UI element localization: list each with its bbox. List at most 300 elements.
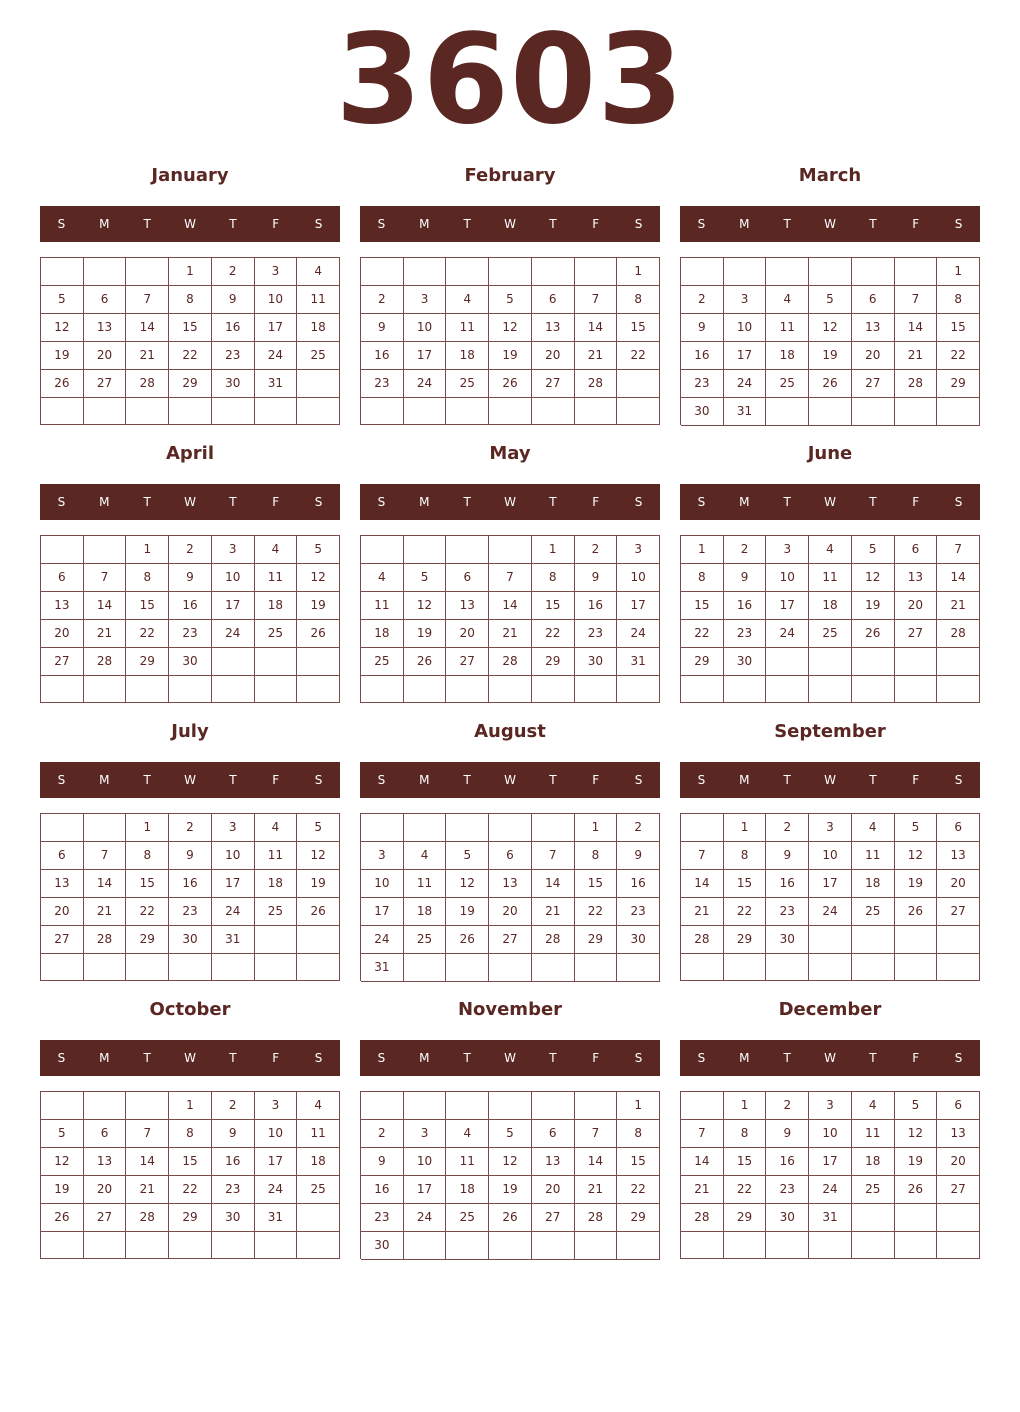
weekday-header — [360, 206, 660, 242]
day-cell: 22 — [937, 342, 980, 370]
day-cell: 18 — [255, 592, 298, 620]
day-cell: 8 — [617, 1120, 660, 1148]
empty-day-cell — [895, 954, 938, 981]
empty-day-cell — [575, 1232, 618, 1260]
day-cell: 13 — [532, 1148, 575, 1176]
day-cell: 13 — [852, 314, 895, 342]
day-cell: 9 — [212, 286, 255, 314]
day-cell: 27 — [852, 370, 895, 398]
weekday-label: W — [184, 217, 196, 231]
day-cell: 15 — [617, 314, 660, 342]
empty-day-cell — [617, 398, 660, 425]
day-cell: 7 — [681, 842, 724, 870]
day-cell: 25 — [852, 898, 895, 926]
day-cell: 26 — [809, 370, 852, 398]
day-cell: 2 — [169, 536, 212, 564]
day-cell: 20 — [489, 898, 532, 926]
day-cell: 14 — [489, 592, 532, 620]
day-cell: 29 — [724, 1204, 767, 1232]
weekday-header — [360, 762, 660, 798]
day-cell: 17 — [766, 592, 809, 620]
day-cell: 7 — [937, 536, 980, 564]
day-cell: 30 — [212, 1204, 255, 1232]
empty-day-cell — [297, 1232, 340, 1259]
empty-day-cell — [297, 1204, 340, 1232]
weekday-label: M — [739, 217, 750, 231]
day-cell: 16 — [766, 1148, 809, 1176]
day-cell: 9 — [766, 842, 809, 870]
day-cell: 28 — [84, 648, 127, 676]
day-cell: 13 — [84, 1148, 127, 1176]
day-cell: 26 — [41, 1204, 84, 1232]
day-cell: 15 — [681, 592, 724, 620]
empty-day-cell — [809, 954, 852, 981]
day-cell: 12 — [41, 1148, 84, 1176]
weekday-label: S — [377, 1051, 386, 1065]
month-name: November — [457, 999, 563, 1020]
empty-day-cell — [297, 676, 340, 703]
empty-day-cell — [361, 814, 404, 842]
day-cell: 14 — [681, 870, 724, 898]
day-cell: 20 — [41, 898, 84, 926]
empty-day-cell — [404, 536, 447, 564]
day-cell: 27 — [532, 1204, 575, 1232]
empty-day-cell — [575, 954, 618, 982]
empty-day-cell — [937, 398, 980, 426]
day-cell: 18 — [446, 342, 489, 370]
weekday-label: S — [314, 1051, 323, 1065]
day-cell: 8 — [126, 564, 169, 592]
weekday-label: M — [739, 773, 750, 787]
empty-day-cell — [446, 536, 489, 564]
days-grid — [680, 813, 980, 981]
day-cell: 9 — [575, 564, 618, 592]
day-cell: 17 — [361, 898, 404, 926]
day-cell: 21 — [84, 898, 127, 926]
day-cell: 8 — [937, 286, 980, 314]
weekday-label: S — [634, 1051, 643, 1065]
day-cell: 28 — [937, 620, 980, 648]
weekday-label: T — [869, 495, 877, 509]
day-cell: 29 — [575, 926, 618, 954]
day-cell: 26 — [489, 1204, 532, 1232]
weekday-label: M — [99, 773, 110, 787]
weekday-label: T — [143, 495, 151, 509]
weekday-label: T — [143, 773, 151, 787]
weekday-label: F — [592, 217, 600, 231]
day-cell: 25 — [809, 620, 852, 648]
day-cell: 15 — [532, 592, 575, 620]
day-cell: 28 — [895, 370, 938, 398]
day-cell: 5 — [895, 814, 938, 842]
day-cell: 8 — [724, 1120, 767, 1148]
empty-day-cell — [681, 258, 724, 286]
day-cell: 1 — [126, 536, 169, 564]
day-cell: 11 — [297, 1120, 340, 1148]
day-cell: 22 — [724, 1176, 767, 1204]
weekday-label: T — [783, 773, 791, 787]
day-cell: 6 — [532, 1120, 575, 1148]
day-cell: 12 — [404, 592, 447, 620]
day-cell: 30 — [724, 648, 767, 676]
empty-day-cell — [41, 536, 84, 564]
empty-day-cell — [404, 954, 447, 982]
day-cell: 12 — [297, 564, 340, 592]
day-cell: 25 — [255, 898, 298, 926]
weekday-header — [680, 484, 980, 520]
day-cell: 16 — [212, 1148, 255, 1176]
empty-day-cell — [895, 648, 938, 676]
empty-day-cell — [212, 676, 255, 703]
day-cell: 23 — [169, 898, 212, 926]
empty-day-cell — [532, 258, 575, 286]
day-cell: 24 — [404, 1204, 447, 1232]
weekday-label: S — [954, 773, 963, 787]
empty-day-cell — [766, 648, 809, 676]
weekday-label: S — [697, 495, 706, 509]
day-cell: 21 — [937, 592, 980, 620]
day-cell: 7 — [126, 1120, 169, 1148]
day-cell: 29 — [126, 926, 169, 954]
day-cell: 9 — [169, 564, 212, 592]
empty-day-cell — [575, 258, 618, 286]
day-cell: 14 — [84, 870, 127, 898]
empty-day-cell — [84, 954, 127, 981]
empty-day-cell — [937, 676, 980, 703]
weekday-label: T — [783, 1051, 791, 1065]
day-cell: 9 — [617, 842, 660, 870]
empty-day-cell — [532, 398, 575, 425]
day-cell: 31 — [255, 370, 298, 398]
day-cell: 30 — [681, 398, 724, 426]
day-cell: 1 — [532, 536, 575, 564]
day-cell: 27 — [895, 620, 938, 648]
day-cell: 5 — [297, 814, 340, 842]
day-cell: 22 — [724, 898, 767, 926]
day-cell: 14 — [575, 314, 618, 342]
empty-day-cell — [446, 1232, 489, 1260]
weekday-label: M — [99, 1051, 110, 1065]
weekday-label: T — [229, 217, 237, 231]
weekday-label: W — [504, 217, 516, 231]
day-cell: 20 — [84, 342, 127, 370]
empty-day-cell — [255, 1232, 298, 1259]
empty-day-cell — [297, 954, 340, 981]
day-cell: 20 — [937, 1148, 980, 1176]
weekday-header — [40, 484, 340, 520]
day-cell: 7 — [126, 286, 169, 314]
empty-day-cell — [852, 398, 895, 426]
day-cell: 31 — [724, 398, 767, 426]
empty-day-cell — [809, 648, 852, 676]
day-cell: 21 — [84, 620, 127, 648]
weekday-label: F — [272, 1051, 280, 1065]
day-cell: 25 — [297, 1176, 340, 1204]
weekday-label: T — [143, 1051, 151, 1065]
weekday-label: W — [504, 495, 516, 509]
day-cell: 13 — [41, 870, 84, 898]
empty-day-cell — [681, 954, 724, 981]
day-cell: 3 — [724, 286, 767, 314]
day-cell: 3 — [404, 1120, 447, 1148]
day-cell: 15 — [169, 314, 212, 342]
day-cell: 13 — [895, 564, 938, 592]
weekday-label: W — [184, 495, 196, 509]
day-cell: 2 — [766, 814, 809, 842]
weekday-label: S — [954, 495, 963, 509]
day-cell: 11 — [297, 286, 340, 314]
empty-day-cell — [809, 926, 852, 954]
days-grid — [360, 1091, 660, 1259]
month-september — [680, 716, 980, 986]
day-cell: 26 — [404, 648, 447, 676]
day-cell: 29 — [169, 370, 212, 398]
month-august — [360, 716, 660, 986]
day-cell: 11 — [404, 870, 447, 898]
day-cell: 5 — [852, 536, 895, 564]
day-cell: 6 — [84, 1120, 127, 1148]
day-cell: 14 — [532, 870, 575, 898]
day-cell: 10 — [724, 314, 767, 342]
day-cell: 14 — [126, 1148, 169, 1176]
weekday-label: S — [314, 773, 323, 787]
day-cell: 11 — [255, 564, 298, 592]
days-grid — [360, 813, 660, 981]
day-cell: 4 — [255, 536, 298, 564]
day-cell: 18 — [852, 870, 895, 898]
weekday-label: T — [549, 1051, 557, 1065]
day-cell: 28 — [126, 1204, 169, 1232]
day-cell: 13 — [532, 314, 575, 342]
day-cell: 13 — [84, 314, 127, 342]
day-cell: 3 — [255, 258, 298, 286]
weekday-header — [680, 1040, 980, 1076]
day-cell: 17 — [617, 592, 660, 620]
empty-day-cell — [212, 648, 255, 676]
day-cell: 30 — [766, 1204, 809, 1232]
empty-day-cell — [489, 676, 532, 703]
day-cell: 12 — [489, 314, 532, 342]
days-grid — [680, 535, 980, 703]
day-cell: 18 — [404, 898, 447, 926]
day-cell: 14 — [84, 592, 127, 620]
day-cell: 6 — [41, 842, 84, 870]
day-cell: 19 — [489, 1176, 532, 1204]
day-cell: 1 — [681, 536, 724, 564]
empty-day-cell — [41, 1092, 84, 1120]
day-cell: 2 — [681, 286, 724, 314]
day-cell: 22 — [575, 898, 618, 926]
day-cell: 5 — [41, 286, 84, 314]
day-cell: 27 — [489, 926, 532, 954]
day-cell: 25 — [852, 1176, 895, 1204]
day-cell: 12 — [297, 842, 340, 870]
day-cell: 28 — [489, 648, 532, 676]
day-cell: 26 — [852, 620, 895, 648]
empty-day-cell — [255, 926, 298, 954]
day-cell: 26 — [895, 898, 938, 926]
weekday-label: S — [634, 217, 643, 231]
day-cell: 26 — [895, 1176, 938, 1204]
empty-day-cell — [532, 1092, 575, 1120]
day-cell: 1 — [617, 258, 660, 286]
day-cell: 31 — [361, 954, 404, 982]
month-name: February — [464, 165, 556, 186]
empty-day-cell — [766, 1232, 809, 1259]
day-cell: 15 — [126, 592, 169, 620]
empty-day-cell — [84, 536, 127, 564]
day-cell: 8 — [169, 1120, 212, 1148]
weekday-label: M — [739, 495, 750, 509]
day-cell: 27 — [937, 898, 980, 926]
weekday-label: S — [57, 773, 66, 787]
day-cell: 18 — [446, 1176, 489, 1204]
day-cell: 19 — [895, 1148, 938, 1176]
day-cell: 21 — [126, 1176, 169, 1204]
day-cell: 24 — [255, 342, 298, 370]
day-cell: 4 — [446, 1120, 489, 1148]
weekday-label: T — [869, 1051, 877, 1065]
weekday-header — [40, 1040, 340, 1076]
empty-day-cell — [724, 676, 767, 703]
day-cell: 6 — [852, 286, 895, 314]
empty-day-cell — [489, 1232, 532, 1260]
day-cell: 24 — [724, 370, 767, 398]
month-name: September — [774, 721, 886, 742]
day-cell: 31 — [617, 648, 660, 676]
weekday-label: S — [314, 217, 323, 231]
empty-day-cell — [489, 398, 532, 425]
empty-day-cell — [617, 370, 660, 398]
weekday-label: T — [783, 495, 791, 509]
day-cell: 21 — [681, 898, 724, 926]
day-cell: 31 — [255, 1204, 298, 1232]
day-cell: 16 — [169, 592, 212, 620]
empty-day-cell — [852, 648, 895, 676]
weekday-label: T — [229, 1051, 237, 1065]
weekday-label: S — [377, 217, 386, 231]
month-name: December — [778, 999, 882, 1020]
day-cell: 13 — [489, 870, 532, 898]
day-cell: 2 — [617, 814, 660, 842]
month-name: April — [165, 443, 215, 464]
day-cell: 12 — [489, 1148, 532, 1176]
weekday-header — [40, 762, 340, 798]
empty-day-cell — [41, 398, 84, 425]
weekday-label: W — [504, 773, 516, 787]
month-name: March — [798, 165, 862, 186]
empty-day-cell — [937, 926, 980, 954]
day-cell: 24 — [809, 898, 852, 926]
day-cell: 20 — [41, 620, 84, 648]
empty-day-cell — [681, 814, 724, 842]
weekday-label: T — [143, 217, 151, 231]
day-cell: 10 — [809, 1120, 852, 1148]
day-cell: 27 — [41, 648, 84, 676]
empty-day-cell — [575, 676, 618, 703]
day-cell: 28 — [575, 370, 618, 398]
day-cell: 9 — [169, 842, 212, 870]
day-cell: 3 — [361, 842, 404, 870]
day-cell: 1 — [169, 1092, 212, 1120]
day-cell: 27 — [446, 648, 489, 676]
day-cell: 28 — [532, 926, 575, 954]
day-cell: 18 — [297, 314, 340, 342]
day-cell: 7 — [84, 842, 127, 870]
day-cell: 4 — [809, 536, 852, 564]
empty-day-cell — [404, 1092, 447, 1120]
weekday-label: S — [954, 217, 963, 231]
day-cell: 13 — [446, 592, 489, 620]
empty-day-cell — [937, 1204, 980, 1232]
day-cell: 24 — [212, 620, 255, 648]
day-cell: 1 — [575, 814, 618, 842]
day-cell: 20 — [852, 342, 895, 370]
day-cell: 21 — [575, 1176, 618, 1204]
day-cell: 26 — [489, 370, 532, 398]
weekday-label: M — [419, 495, 430, 509]
month-name: October — [149, 999, 231, 1020]
empty-day-cell — [446, 954, 489, 982]
day-cell: 23 — [766, 898, 809, 926]
empty-day-cell — [895, 1204, 938, 1232]
day-cell: 28 — [126, 370, 169, 398]
day-cell: 29 — [681, 648, 724, 676]
days-grid — [360, 535, 660, 703]
day-cell: 18 — [766, 342, 809, 370]
day-cell: 16 — [681, 342, 724, 370]
empty-day-cell — [895, 258, 938, 286]
empty-day-cell — [84, 676, 127, 703]
day-cell: 12 — [852, 564, 895, 592]
empty-day-cell — [126, 1232, 169, 1259]
empty-day-cell — [681, 1092, 724, 1120]
weekday-label: T — [549, 773, 557, 787]
weekday-label: T — [463, 773, 471, 787]
empty-day-cell — [852, 954, 895, 981]
day-cell: 9 — [361, 314, 404, 342]
day-cell: 23 — [766, 1176, 809, 1204]
empty-day-cell — [361, 676, 404, 703]
day-cell: 5 — [809, 286, 852, 314]
day-cell: 23 — [212, 342, 255, 370]
day-cell: 2 — [361, 286, 404, 314]
weekday-label: M — [419, 217, 430, 231]
weekday-label: F — [592, 773, 600, 787]
day-cell: 11 — [446, 314, 489, 342]
day-cell: 2 — [212, 258, 255, 286]
day-cell: 21 — [126, 342, 169, 370]
weekday-header — [680, 762, 980, 798]
day-cell: 12 — [895, 842, 938, 870]
weekday-label: W — [824, 495, 836, 509]
day-cell: 25 — [361, 648, 404, 676]
day-cell: 6 — [532, 286, 575, 314]
weekday-label: W — [184, 1051, 196, 1065]
day-cell: 30 — [169, 648, 212, 676]
weekday-label: S — [697, 773, 706, 787]
day-cell: 17 — [724, 342, 767, 370]
day-cell: 30 — [212, 370, 255, 398]
empty-day-cell — [255, 648, 298, 676]
day-cell: 27 — [84, 1204, 127, 1232]
day-cell: 11 — [255, 842, 298, 870]
day-cell: 13 — [937, 842, 980, 870]
empty-day-cell — [575, 398, 618, 425]
weekday-label: T — [463, 1051, 471, 1065]
day-cell: 5 — [404, 564, 447, 592]
month-name: June — [807, 443, 853, 464]
